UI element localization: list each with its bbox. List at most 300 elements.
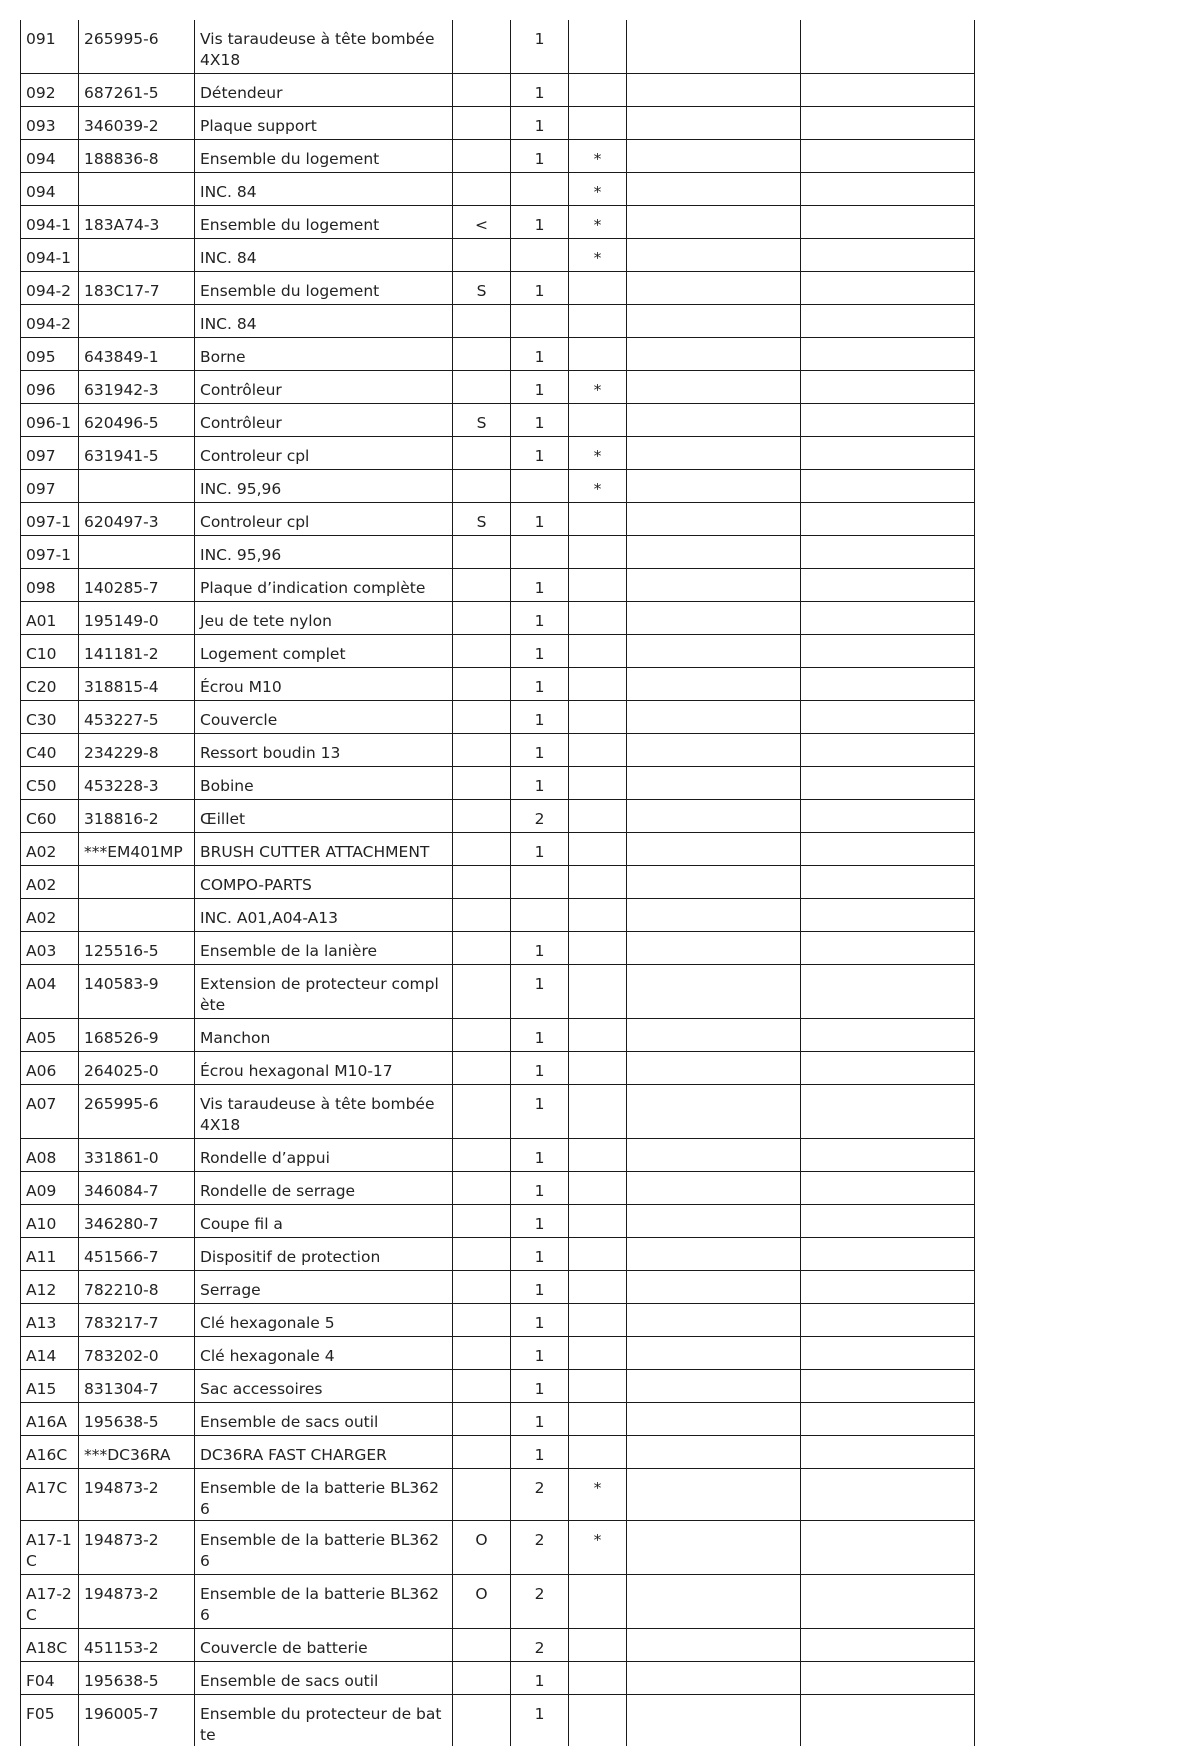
empty-cell [627, 272, 801, 305]
mark-cell [569, 1019, 627, 1052]
part-number-cell: 687261-5 [79, 74, 195, 107]
part-number-cell [79, 536, 195, 569]
table-row [21, 1085, 975, 1139]
quantity-cell: 1 [511, 140, 569, 173]
empty-cell [801, 1019, 975, 1052]
part-number-cell: 331861-0 [79, 1139, 195, 1172]
item-number-cell: C40 [21, 734, 79, 767]
empty-cell [627, 1139, 801, 1172]
mark-cell [569, 1172, 627, 1205]
item-number-cell: A17-1C [21, 1521, 79, 1575]
table-row [21, 569, 975, 602]
description-cell: Controleur cpl [195, 437, 453, 470]
mark-cell [569, 635, 627, 668]
mark-cell [569, 305, 627, 338]
item-number-cell: 097-1 [21, 536, 79, 569]
quantity-cell: 1 [511, 1172, 569, 1205]
item-number-cell: A05 [21, 1019, 79, 1052]
mark-cell [569, 107, 627, 140]
empty-cell [627, 437, 801, 470]
quantity-cell: 1 [511, 932, 569, 965]
empty-cell [627, 1370, 801, 1403]
quantity-cell: 1 [511, 206, 569, 239]
description-cell: BRUSH CUTTER ATTACHMENT [195, 833, 453, 866]
item-number-cell: 098 [21, 569, 79, 602]
part-number-cell: 194873-2 [79, 1469, 195, 1521]
note-code-cell [453, 140, 511, 173]
table-row [21, 734, 975, 767]
description-cell: Jeu de tete nylon [195, 602, 453, 635]
empty-cell [801, 734, 975, 767]
empty-cell [627, 1337, 801, 1370]
table-row [21, 1019, 975, 1052]
part-number-cell [79, 305, 195, 338]
note-code-cell [453, 1205, 511, 1238]
empty-cell [627, 1205, 801, 1238]
note-code-cell [453, 1629, 511, 1662]
note-code-cell [453, 1052, 511, 1085]
empty-cell [627, 866, 801, 899]
note-code-cell: O [453, 1575, 511, 1629]
item-number-cell: A09 [21, 1172, 79, 1205]
empty-cell [627, 668, 801, 701]
part-number-cell: 318815-4 [79, 668, 195, 701]
quantity-cell [511, 470, 569, 503]
item-number-cell: 094-2 [21, 305, 79, 338]
table-row [21, 1238, 975, 1271]
empty-cell [801, 272, 975, 305]
part-number-cell: ***DC36RA [79, 1436, 195, 1469]
quantity-cell: 1 [511, 1337, 569, 1370]
empty-cell [801, 1469, 975, 1521]
mark-cell [569, 1271, 627, 1304]
note-code-cell [453, 1662, 511, 1695]
note-code-cell [453, 668, 511, 701]
note-code-cell [453, 1085, 511, 1139]
mark-cell [569, 1695, 627, 1746]
quantity-cell: 1 [511, 1139, 569, 1172]
mark-cell [569, 1436, 627, 1469]
table-row [21, 404, 975, 437]
mark-cell [569, 20, 627, 74]
mark-cell [569, 899, 627, 932]
empty-cell [627, 305, 801, 338]
item-number-cell: A04 [21, 965, 79, 1019]
item-number-cell: A13 [21, 1304, 79, 1337]
description-cell: INC. 84 [195, 239, 453, 272]
note-code-cell: O [453, 1521, 511, 1575]
empty-cell [801, 767, 975, 800]
note-code-cell [453, 1436, 511, 1469]
quantity-cell: 1 [511, 1019, 569, 1052]
part-number-cell: 451153-2 [79, 1629, 195, 1662]
description-cell: Ensemble de sacs outil [195, 1662, 453, 1695]
quantity-cell: 1 [511, 734, 569, 767]
part-number-cell [79, 470, 195, 503]
item-number-cell: C20 [21, 668, 79, 701]
part-number-cell: 620496-5 [79, 404, 195, 437]
empty-cell [627, 1521, 801, 1575]
table-row [21, 1469, 975, 1521]
empty-cell [801, 635, 975, 668]
table-row [21, 239, 975, 272]
table-row [21, 602, 975, 635]
quantity-cell [511, 305, 569, 338]
description-cell: Manchon [195, 1019, 453, 1052]
quantity-cell: 1 [511, 767, 569, 800]
item-number-cell: C50 [21, 767, 79, 800]
empty-cell [627, 1436, 801, 1469]
table-row [21, 833, 975, 866]
mark-cell [569, 503, 627, 536]
quantity-cell: 1 [511, 635, 569, 668]
empty-cell [801, 404, 975, 437]
part-number-cell: 643849-1 [79, 338, 195, 371]
description-cell: Vis taraudeuse à tête bombée 4X18 [195, 20, 453, 74]
item-number-cell: 097 [21, 437, 79, 470]
quantity-cell: 1 [511, 668, 569, 701]
description-cell: Vis taraudeuse à tête bombée 4X18 [195, 1085, 453, 1139]
mark-cell [569, 932, 627, 965]
empty-cell [801, 1304, 975, 1337]
part-number-cell: 196005-7 [79, 1695, 195, 1746]
table-row [21, 1205, 975, 1238]
item-number-cell: A15 [21, 1370, 79, 1403]
description-cell: Controleur cpl [195, 503, 453, 536]
quantity-cell: 1 [511, 1695, 569, 1746]
quantity-cell: 1 [511, 338, 569, 371]
empty-cell [801, 1521, 975, 1575]
empty-cell [627, 1575, 801, 1629]
quantity-cell: 1 [511, 1403, 569, 1436]
mark-cell [569, 74, 627, 107]
note-code-cell: S [453, 404, 511, 437]
empty-cell [627, 239, 801, 272]
note-code-cell [453, 734, 511, 767]
table-row [21, 1172, 975, 1205]
mark-cell: * [569, 437, 627, 470]
empty-cell [627, 371, 801, 404]
quantity-cell: 1 [511, 404, 569, 437]
quantity-cell [511, 173, 569, 206]
note-code-cell [453, 437, 511, 470]
note-code-cell [453, 305, 511, 338]
table-row [21, 668, 975, 701]
item-number-cell: A01 [21, 602, 79, 635]
part-number-cell: 346084-7 [79, 1172, 195, 1205]
empty-cell [627, 602, 801, 635]
quantity-cell: 1 [511, 74, 569, 107]
mark-cell [569, 668, 627, 701]
description-cell: Serrage [195, 1271, 453, 1304]
table-row [21, 1403, 975, 1436]
note-code-cell [453, 1695, 511, 1746]
table-row [21, 1436, 975, 1469]
mark-cell: * [569, 470, 627, 503]
quantity-cell [511, 536, 569, 569]
note-code-cell [453, 1238, 511, 1271]
part-number-cell: 183A74-3 [79, 206, 195, 239]
table-row [21, 1337, 975, 1370]
quantity-cell: 2 [511, 1469, 569, 1521]
mark-cell [569, 569, 627, 602]
part-number-cell: 620497-3 [79, 503, 195, 536]
note-code-cell [453, 1469, 511, 1521]
empty-cell [627, 173, 801, 206]
parts-table-body [21, 20, 975, 1746]
table-row [21, 701, 975, 734]
description-cell: INC. 95,96 [195, 536, 453, 569]
note-code-cell [453, 965, 511, 1019]
empty-cell [627, 965, 801, 1019]
table-row [21, 899, 975, 932]
description-cell: Ressort boudin 13 [195, 734, 453, 767]
part-number-cell: 783202-0 [79, 1337, 195, 1370]
empty-cell [801, 437, 975, 470]
description-cell: Ensemble de la batterie BL3626 [195, 1521, 453, 1575]
empty-cell [801, 503, 975, 536]
empty-cell [627, 1271, 801, 1304]
mark-cell [569, 1662, 627, 1695]
description-cell: Ensemble de la lanière [195, 932, 453, 965]
mark-cell [569, 1085, 627, 1139]
quantity-cell: 1 [511, 1436, 569, 1469]
note-code-cell: < [453, 206, 511, 239]
quantity-cell: 1 [511, 965, 569, 1019]
table-row [21, 1629, 975, 1662]
empty-cell [801, 74, 975, 107]
description-cell: Ensemble de la batterie BL3626 [195, 1469, 453, 1521]
table-row [21, 338, 975, 371]
item-number-cell: A03 [21, 932, 79, 965]
note-code-cell [453, 536, 511, 569]
note-code-cell [453, 899, 511, 932]
description-cell: Contrôleur [195, 404, 453, 437]
note-code-cell [453, 602, 511, 635]
mark-cell [569, 1304, 627, 1337]
item-number-cell: 094 [21, 173, 79, 206]
table-row [21, 1304, 975, 1337]
description-cell: Couvercle [195, 701, 453, 734]
item-number-cell: A10 [21, 1205, 79, 1238]
item-number-cell: 095 [21, 338, 79, 371]
description-cell: Ensemble de la batterie BL3626 [195, 1575, 453, 1629]
table-row [21, 965, 975, 1019]
quantity-cell: 1 [511, 107, 569, 140]
empty-cell [627, 1403, 801, 1436]
quantity-cell: 1 [511, 1662, 569, 1695]
quantity-cell [511, 899, 569, 932]
empty-cell [801, 866, 975, 899]
description-cell: Ensemble du logement [195, 206, 453, 239]
empty-cell [801, 932, 975, 965]
item-number-cell: A02 [21, 899, 79, 932]
empty-cell [801, 1436, 975, 1469]
note-code-cell [453, 1019, 511, 1052]
description-cell: Plaque support [195, 107, 453, 140]
mark-cell [569, 1205, 627, 1238]
empty-cell [801, 1085, 975, 1139]
part-number-cell [79, 239, 195, 272]
table-row [21, 1052, 975, 1085]
note-code-cell [453, 833, 511, 866]
description-cell: COMPO-PARTS [195, 866, 453, 899]
item-number-cell: A07 [21, 1085, 79, 1139]
note-code-cell: S [453, 503, 511, 536]
note-code-cell [453, 20, 511, 74]
empty-cell [801, 701, 975, 734]
part-number-cell: 453227-5 [79, 701, 195, 734]
quantity-cell: 1 [511, 1271, 569, 1304]
mark-cell [569, 1575, 627, 1629]
note-code-cell [453, 1337, 511, 1370]
description-cell: INC. 84 [195, 305, 453, 338]
item-number-cell: A12 [21, 1271, 79, 1304]
mark-cell: * [569, 239, 627, 272]
item-number-cell: A11 [21, 1238, 79, 1271]
description-cell: INC. 84 [195, 173, 453, 206]
quantity-cell: 1 [511, 272, 569, 305]
table-row [21, 107, 975, 140]
mark-cell [569, 1337, 627, 1370]
description-cell: Coupe fil a [195, 1205, 453, 1238]
empty-cell [627, 569, 801, 602]
empty-cell [801, 20, 975, 74]
empty-cell [627, 1052, 801, 1085]
note-code-cell [453, 701, 511, 734]
note-code-cell [453, 800, 511, 833]
table-row [21, 1695, 975, 1746]
description-cell: Rondelle d’appui [195, 1139, 453, 1172]
mark-cell [569, 833, 627, 866]
empty-cell [627, 767, 801, 800]
description-cell: Ensemble de sacs outil [195, 1403, 453, 1436]
table-row [21, 1521, 975, 1575]
table-row [21, 536, 975, 569]
part-number-cell: 141181-2 [79, 635, 195, 668]
part-number-cell [79, 899, 195, 932]
description-cell: Contrôleur [195, 371, 453, 404]
part-number-cell: 168526-9 [79, 1019, 195, 1052]
mark-cell [569, 1139, 627, 1172]
empty-cell [627, 503, 801, 536]
part-number-cell: 264025-0 [79, 1052, 195, 1085]
mark-cell: * [569, 206, 627, 239]
empty-cell [627, 107, 801, 140]
mark-cell [569, 404, 627, 437]
empty-cell [801, 1403, 975, 1436]
note-code-cell [453, 1370, 511, 1403]
quantity-cell: 1 [511, 437, 569, 470]
item-number-cell: 097-1 [21, 503, 79, 536]
table-row [21, 767, 975, 800]
empty-cell [627, 635, 801, 668]
quantity-cell: 1 [511, 1304, 569, 1337]
mark-cell: * [569, 173, 627, 206]
item-number-cell: A16A [21, 1403, 79, 1436]
part-number-cell: 318816-2 [79, 800, 195, 833]
quantity-cell: 2 [511, 1575, 569, 1629]
table-row [21, 503, 975, 536]
mark-cell: * [569, 140, 627, 173]
table-row [21, 1370, 975, 1403]
description-cell: Œillet [195, 800, 453, 833]
quantity-cell: 2 [511, 1629, 569, 1662]
item-number-cell: 091 [21, 20, 79, 74]
mark-cell [569, 866, 627, 899]
part-number-cell: 831304-7 [79, 1370, 195, 1403]
quantity-cell: 1 [511, 602, 569, 635]
table-row [21, 635, 975, 668]
empty-cell [627, 74, 801, 107]
item-number-cell: 093 [21, 107, 79, 140]
part-number-cell: ***EM401MP [79, 833, 195, 866]
description-cell: Clé hexagonale 4 [195, 1337, 453, 1370]
empty-cell [801, 1662, 975, 1695]
empty-cell [801, 668, 975, 701]
table-row [21, 272, 975, 305]
part-number-cell: 234229-8 [79, 734, 195, 767]
mark-cell [569, 1370, 627, 1403]
empty-cell [801, 1370, 975, 1403]
note-code-cell [453, 1139, 511, 1172]
description-cell: INC. 95,96 [195, 470, 453, 503]
note-code-cell [453, 1172, 511, 1205]
table-row [21, 866, 975, 899]
table-row [21, 140, 975, 173]
part-number-cell: 782210-8 [79, 1271, 195, 1304]
item-number-cell: C10 [21, 635, 79, 668]
empty-cell [627, 1629, 801, 1662]
description-cell: Bobine [195, 767, 453, 800]
part-number-cell: 453228-3 [79, 767, 195, 800]
empty-cell [801, 833, 975, 866]
part-number-cell: 451566-7 [79, 1238, 195, 1271]
item-number-cell: 094-1 [21, 206, 79, 239]
empty-cell [801, 1629, 975, 1662]
part-number-cell: 194873-2 [79, 1521, 195, 1575]
item-number-cell: 096 [21, 371, 79, 404]
part-number-cell: 195638-5 [79, 1403, 195, 1436]
note-code-cell [453, 569, 511, 602]
item-number-cell: 094-1 [21, 239, 79, 272]
mark-cell: * [569, 371, 627, 404]
empty-cell [801, 1337, 975, 1370]
description-cell: Ensemble du logement [195, 272, 453, 305]
mark-cell [569, 602, 627, 635]
empty-cell [627, 1695, 801, 1746]
mark-cell: * [569, 1521, 627, 1575]
quantity-cell: 1 [511, 1370, 569, 1403]
empty-cell [801, 140, 975, 173]
description-cell: Écrou hexagonal M10-17 [195, 1052, 453, 1085]
description-cell: Clé hexagonale 5 [195, 1304, 453, 1337]
note-code-cell [453, 1271, 511, 1304]
part-number-cell: 194873-2 [79, 1575, 195, 1629]
note-code-cell [453, 173, 511, 206]
item-number-cell: C60 [21, 800, 79, 833]
part-number-cell: 346039-2 [79, 107, 195, 140]
empty-cell [627, 734, 801, 767]
description-cell: Ensemble du protecteur de batte [195, 1695, 453, 1746]
description-cell: Logement complet [195, 635, 453, 668]
empty-cell [627, 536, 801, 569]
table-row [21, 1139, 975, 1172]
part-number-cell: 631941-5 [79, 437, 195, 470]
part-number-cell: 195638-5 [79, 1662, 195, 1695]
description-cell: Plaque d’indication complète [195, 569, 453, 602]
table-row [21, 1662, 975, 1695]
